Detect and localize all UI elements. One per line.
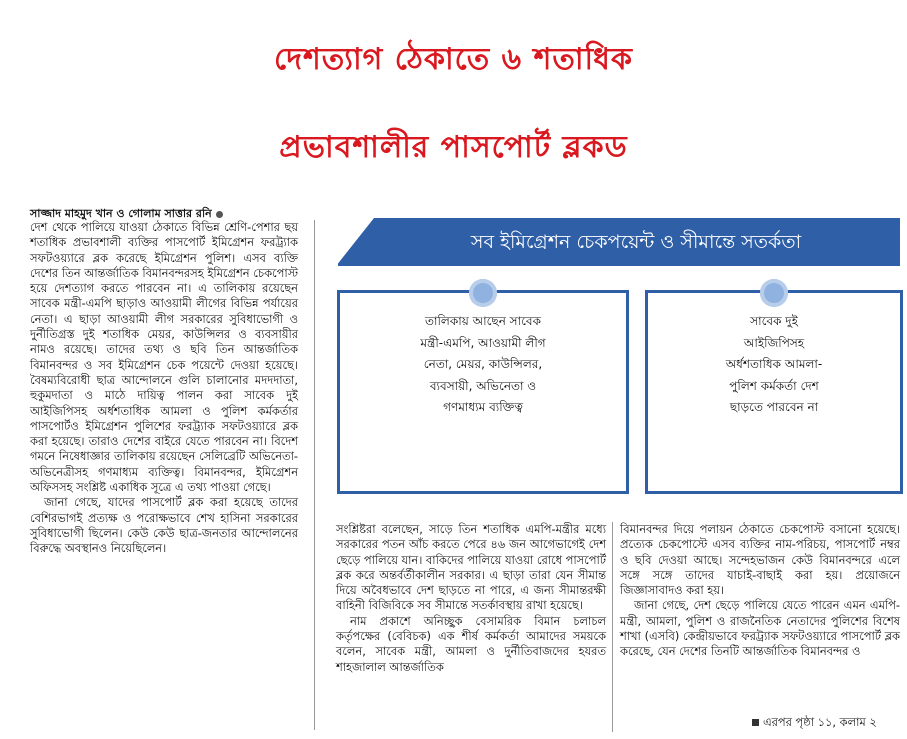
card-text: [340, 311, 626, 419]
paragraph: বিমানবন্দর দিয়ে পলায়ন ঠেকাতে চেকপোস্ট বসানো হয়েছে। প্রত্যেক চেকপোস্টে এসব ব্যক্তির নাম-পরিচয়, পাসপোর্ট নম্বর ও ছবি দেওয়া আছে। সন্দেহভাজন কেউ বিমানবন্দরে এলে সঙ্গে সঙ্গে তাদের যাচাই-বাছাই করা হয়। প্রয়োজনে জিজ্ঞাসাবাদও করা হয়।: [620, 522, 900, 598]
paragraph: নাম প্রকাশে অনিচ্ছুক বেসামরিক বিমান চলাচল কর্তৃপক্ষের (বেবিচক) এক শীর্ষ কর্মকর্তা আমাদের সময়কে বলেন, সাবেক মন্ত্রী, আমলা ও দুর্নীতিবাজদের হযরত শাহজালাল আন্তর্জাতিক: [336, 613, 606, 674]
article-column-2: [336, 522, 606, 675]
pin-icon: [469, 279, 497, 307]
card-text: [648, 311, 900, 419]
highlight-card-1: [337, 290, 629, 494]
paragraph: সংশ্লিষ্টরা বলেছেন, সাড়ে তিন শতাধিক এমপি-মন্ত্রীর মধ্যে সরকারের পতন আঁচ করতে পেরে ৪৬ জন আগেভাগেই দেশ ছেড়ে পালিয়ে যান। বাকিদের পালিয়ে যাওয়া রোধে পাসপোর্ট ব্লক করে অন্তর্বর্তীকালীন সরকার। এ ছাড়া তারা যেন সীমান্ত দিয়ে অবৈধভাবে দেশ ছাড়তে না পারে, এ জন্য সীমান্তরক্ষী বাহিনী বিজিবিকে সব সীমান্তে সতর্কাবস্থায় রাখা হয়েছে।: [336, 522, 606, 613]
card-line: অর্ধশতাধিক আমলা-: [725, 357, 823, 371]
paragraph: জানা গেছে, যাদের পাসপোর্ট ব্লক করা হয়েছে তাদের বেশিরভাগই প্রত্যক্ষ ও পরোক্ষভাবে শেখ হাসিনা সরকারের সুবিধাভোগী ছিলেন। কেউ কেউ ছাত্র-জনতার আন্দোলনের বিরুদ্ধে অবস্থানও নিয়েছিলেন।: [30, 495, 298, 556]
article-column-1: [30, 220, 298, 557]
card-line: নেতা, মেয়র, কাউন্সিলর,: [423, 357, 543, 371]
square-bullet-icon: [752, 719, 759, 726]
highlight-card-2: [645, 290, 903, 494]
card-line: মন্ত্রী-এমপি, আওয়ামী লীগ: [420, 335, 546, 350]
paragraph: দেশ থেকে পালিয়ে যাওয়া ঠেকাতে বিভিন্ন শ্রেণি-পেশার ছয় শতাধিক প্রভাবশালী ব্যক্তির পাসপোর্ট ইমিগ্রেশন ফরট্র্যাক সফটওয়্যারে ব্লক করেছে ইমিগ্রেশন পুলিশ। এসব ব্যক্তি দেশের তিন আন্তর্জাতিক বিমানবন্দরসহ ইমিগ্রেশন চেকপোস্ট হয়ে দেশত্যাগ করতে পারবেন না। এ তালিকায় রয়েছেন সাবেক মন্ত্রী-এমপি ছাড়াও আওয়ামী লীগের বিভিন্ন পর্যায়ের নেতা। এ ছাড়া আওয়ামী লীগ সরকারের সুবিধাভোগী ও দুর্নীতিগ্রস্ত দুই শতাধিক মেয়র, কাউন্সিলর ও ব্যবসায়ীর নামও রয়েছে। তাদের তথ্য ও ছবি তিন আন্তর্জাতিক বিমানবন্দর ও সব ইমিগ্রেশন চেক পয়েন্টে দেওয়া হয়েছে। বৈষম্যবিরোধী ছাত্র আন্দোলনে গুলি চালানোর মদদদাতা, হুকুমদাতা ও মাঠে দায়িত্ব পালন করা সাবেক দুই আইজিপিসহ অর্ধশতাধিক আমলা ও পুলিশ কর্মকর্তার পাসপোর্টও ইমিগ্রেশন পুলিশের ফরট্র্যাক সফটওয়্যারে ব্লক করা হয়েছে। তারাও দেশের বাইরে যেতে পারবেন না। বিদেশ গমনে নিষেধাজ্ঞার তালিকায় রয়েছেন সেলিব্রেটি অভিনেতা-অভিনেত্রীসহ গণমাধ্যম ব্যক্তিত্ব। বিমানবন্দর, ইমিগ্রেশন অফিসসহ সংশ্লিষ্ট একাধিক সূত্রে এ তথ্য পাওয়া গেছে।: [30, 220, 298, 495]
continuation-text: এরপর পৃষ্ঠা ১১, কলাম ২: [763, 715, 877, 729]
highlight-banner: [338, 218, 900, 266]
headline-line-1: দেশত্যাগ ঠেকাতে ৬ শতাধিক: [274, 42, 633, 77]
article-column-3: [620, 522, 900, 660]
card-line: পুলিশ কর্মকর্তা দেশ: [729, 378, 819, 393]
pin-icon: [760, 279, 788, 307]
column-divider: [612, 522, 613, 732]
card-line: সাবেক দুই: [750, 314, 798, 328]
byline-text: সাজ্জাদ মাহমুদ খান ও গোলাম সাত্তার রনি: [30, 207, 212, 220]
card-line: গণমাধ্যম ব্যক্তিত্ব: [443, 400, 523, 414]
card-line: ছাড়তে পারবেন না: [729, 400, 819, 414]
card-line: তালিকায় আছেন সাবেক: [425, 314, 541, 328]
bullet-icon: [216, 211, 223, 218]
card-line: আইজিপিসহ: [743, 335, 805, 350]
column-divider: [314, 220, 315, 730]
card-line: ব্যবসায়ী, অভিনেতা ও: [429, 378, 537, 393]
headline-line-2: প্রভাবশালীর পাসপোর্ট ব্লকড: [279, 130, 628, 165]
paragraph: জানা গেছে, দেশ ছেড়ে পালিয়ে যেতে পারেন এমন এমপি-মন্ত্রী, আমলা, পুলিশ ও রাজনৈতিক নেতাদের পুলিশের বিশেষ শাখা (এসবি) কেন্দ্রীয়ভাবে ফরট্র্যাক সফটওয়্যারে পাসপোর্ট ব্লক করেছে, যেন দেশের তিনটি আন্তর্জাতিক বিমানবন্দর ও: [620, 598, 900, 659]
banner-notch: [338, 218, 374, 266]
continuation-note: [752, 714, 877, 733]
banner-text: সব ইমিগ্রেশন চেকপয়েন্ট ও সীমান্তে সতর্কতা: [470, 231, 802, 253]
